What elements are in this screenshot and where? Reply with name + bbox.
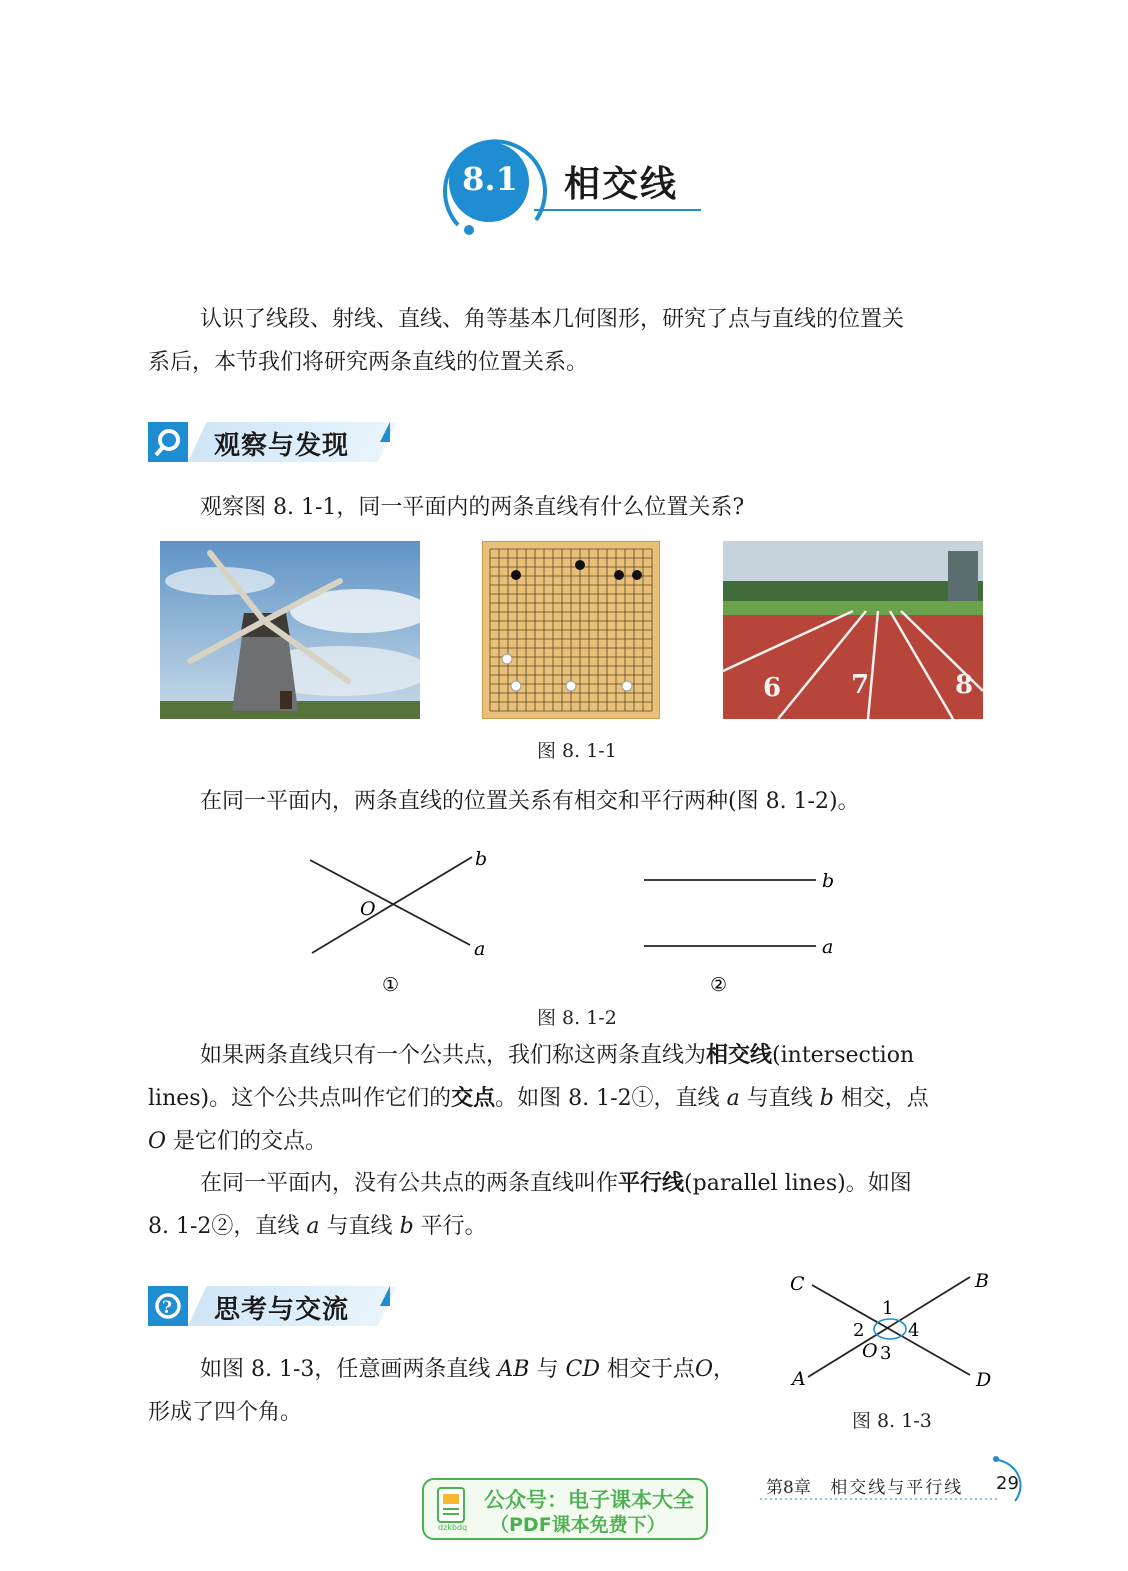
definition-intersecting	[148, 1034, 1000, 1163]
fig3-caption: 图 8. 1-3	[852, 1410, 932, 1432]
def1-text-3: lines)。这个公共点叫作它们的	[148, 1086, 452, 1111]
windmill-photo	[160, 541, 420, 719]
def1-text-4: 。如图 8. 1-2①，直线	[495, 1086, 720, 1111]
page-number: 29	[996, 1473, 1019, 1494]
def2-text-5: 平行。	[420, 1214, 487, 1239]
think-var-O: O	[694, 1357, 714, 1382]
think-text-1: 如图 8. 1-3，任意画两条直线	[200, 1357, 491, 1382]
section-heading: 相交线	[564, 164, 679, 205]
fig2-intersecting-lines	[300, 845, 500, 995]
fig3-label-O: O	[862, 1340, 878, 1362]
intro-paragraph	[148, 298, 1000, 384]
discussion-icon	[148, 1286, 188, 1326]
def2-text-2: (parallel lines)。如图	[684, 1171, 912, 1196]
fig1-caption: 图 8. 1-1	[537, 740, 617, 762]
think-text-3: 相交于点	[606, 1357, 695, 1382]
running-track-photo	[723, 541, 983, 719]
track-number-6: 6	[763, 673, 782, 703]
fig2-label-O: O	[360, 898, 376, 920]
go-board-photo	[482, 541, 660, 719]
think-text-5: 形成了四个角。	[148, 1400, 303, 1425]
term-parallel-lines: 平行线	[618, 1171, 685, 1196]
def1-text-7: 是它们的交点。	[173, 1129, 328, 1154]
def1-text-1: 如果两条直线只有一个公共点，我们称这两条直线为	[200, 1043, 707, 1068]
footer-chapter-number: 第8章	[766, 1478, 811, 1498]
intro-line-2: 系后，本节我们将研究两条直线的位置关系。	[148, 350, 589, 375]
def1-text-2: (intersection	[772, 1043, 915, 1068]
track-number-8: 8	[955, 670, 974, 700]
fig2-sub1: ①	[382, 974, 400, 995]
magnifier-icon	[148, 422, 188, 462]
fig2-label-b: b	[475, 848, 488, 870]
def2-text-1: 在同一平面内，没有公共点的两条直线叫作	[200, 1171, 619, 1196]
relation-paragraph	[148, 780, 1000, 823]
fig3-label-C: C	[790, 1273, 805, 1295]
think-var-CD: CD	[565, 1357, 600, 1382]
observe-question-text: 观察图 8. 1-1，同一平面内的两条直线有什么位置关系?	[200, 495, 745, 520]
section-number: 8.1	[462, 160, 518, 198]
def2-text-3: 8. 1-2②，直线	[148, 1214, 300, 1239]
think-heading-label: 思考与交流	[214, 1295, 350, 1325]
fig2-label-a: a	[474, 938, 486, 960]
fig3-angle-3: 3	[880, 1343, 892, 1364]
def2-var-b: b	[399, 1214, 414, 1239]
observe-heading	[148, 422, 398, 462]
fig2-parallel-lines	[640, 860, 840, 1000]
def1-text-6: 相交，点	[840, 1086, 929, 1111]
track-number-7: 7	[851, 670, 870, 700]
definition-parallel	[148, 1162, 1000, 1248]
footer-chapter-title: 相交线与平行线	[830, 1478, 964, 1498]
fig3-label-B: B	[975, 1270, 989, 1292]
stamp-line-2: （PDF课本免费下）	[490, 1514, 666, 1536]
term-intersecting-lines: 相交线	[706, 1043, 773, 1068]
section-title	[436, 130, 716, 240]
def1-var-b: b	[819, 1086, 834, 1111]
fig2-sub2: ②	[710, 974, 728, 996]
think-paragraph	[148, 1348, 768, 1434]
think-var-AB: AB	[497, 1357, 530, 1382]
def1-var-a: a	[726, 1086, 740, 1111]
fig2-parallel-label-a: a	[822, 936, 834, 958]
term-intersection-point: 交点	[451, 1086, 496, 1111]
stamp-badge	[422, 1478, 708, 1540]
think-text-2: 与	[536, 1357, 559, 1382]
def1-var-O: O	[148, 1129, 167, 1154]
fig2-parallel-label-b: b	[822, 870, 835, 892]
stamp-line-1: 公众号：电子课本大全	[484, 1488, 694, 1512]
def2-var-a: a	[306, 1214, 320, 1239]
observe-question	[148, 486, 1000, 529]
fig2-caption: 图 8. 1-2	[537, 1007, 617, 1029]
def1-text-5: 与直线	[746, 1086, 813, 1111]
fig3-label-D: D	[976, 1369, 992, 1391]
think-heading	[148, 1286, 398, 1326]
relation-text: 在同一平面内，两条直线的位置关系有相交和平行两种(图 8. 1-2)。	[200, 789, 860, 814]
observe-heading-label: 观察与发现	[214, 431, 350, 461]
think-text-4: ，	[713, 1357, 736, 1382]
stamp-small-text: dzkbdq	[438, 1523, 468, 1532]
svg-text:?: ?	[162, 1298, 172, 1318]
fig3-angle-4: 4	[908, 1320, 920, 1341]
fig3-label-A: A	[792, 1368, 806, 1390]
intro-line-1: 认识了线段、射线、直线、角等基本几何图形，研究了点与直线的位置关	[200, 307, 905, 332]
def2-text-4: 与直线	[326, 1214, 393, 1239]
fig3-angle-2: 2	[853, 1320, 865, 1341]
fig3-angle-1: 1	[882, 1298, 894, 1319]
fig3-angles-diagram	[780, 1265, 1010, 1395]
